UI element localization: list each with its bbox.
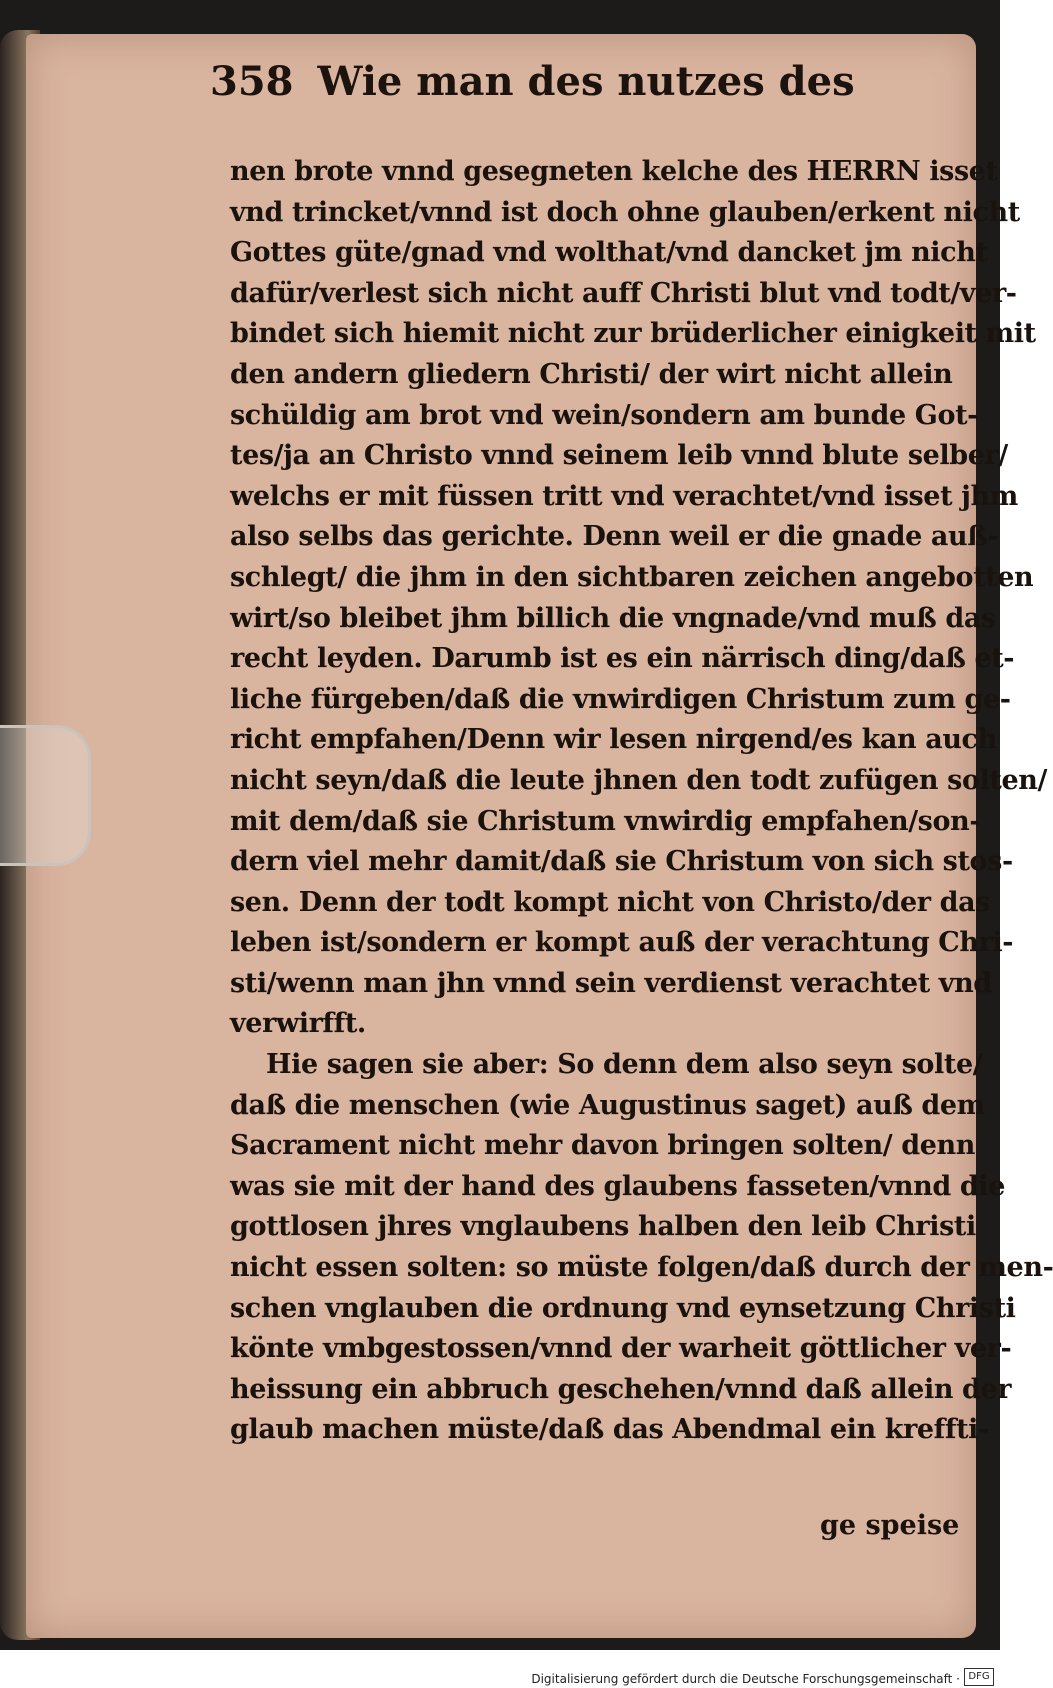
text-line: gottlosen jhres vnglaubens halben den leib Christi [230,1211,976,1243]
text-line: Hie sagen sie aber: So denn dem also seyn solte/ [266,1049,983,1081]
text-line: schüldig am brot vnd wein/sondern am bunde Got- [230,399,978,431]
text-line: liche fürgeben/daß die vnwirdigen Christum zum ge- [230,683,1011,715]
text-line: tes/ja an Christo vnnd seinem leib vnnd blute selber/ [230,440,1008,472]
text-line: nen brote vnnd gesegneten kelche des HERRN isset [230,156,998,187]
text-line: mit dem/daß sie Christum vnwirdig empfahen/son- [230,805,981,837]
text-line: daß die menschen (wie Augustinus saget) auß dem [230,1089,985,1121]
text-line: sti/wenn man jhn vnnd sein verdienst verachtet vnd [230,967,992,999]
text-line: leben ist/sondern er kompt auß der verachtung Chri- [230,927,1014,959]
running-title: Wie man des nutzes des [317,58,855,105]
text-line: dafür/verlest sich nicht auff Christi blut vnd todt/ver- [230,277,1017,309]
text-line: welchs er mit füssen tritt vnd verachtet/vnd isset jhm [230,480,1018,512]
text-line: verwirfft. [230,1008,366,1040]
text-line: dern viel mehr damit/daß sie Christum von sich stos- [230,846,1013,878]
page-text-block [230,152,1053,1451]
running-head [210,58,910,105]
text-line: nicht seyn/daß die leute jhnen den todt zufügen solten/ [230,764,1047,796]
text-line: nicht essen solten: so müste folgen/daß durch der men- [230,1252,1053,1284]
text-line: den andern gliedern Christi/ der wirt nicht allein [230,358,953,390]
text-line: richt empfahen/Denn wir lesen nirgend/es kan auch [230,724,997,756]
text-line: könte vmbgestossen/vnnd der warheit göttlicher ver- [230,1333,1012,1365]
text-line: bindet sich hiemit nicht zur brüderlicher einigkeit mit [230,318,1036,350]
text-line: wirt/so bleibet jhm billich die vngnade/vnd muß das [230,602,996,634]
text-line: Sacrament nicht mehr davon bringen solten/ denn [230,1130,975,1162]
text-line: recht leyden. Darumb ist es ein närrisch ding/daß et- [230,643,1015,675]
page-clip [0,725,91,866]
text-line: schen vnglauben die ordnung vnd eynsetzung Christi [230,1292,1016,1324]
text-line: glaub machen müste/daß das Abendmal ein kreffti- [230,1414,989,1446]
page-number: 358 [210,58,294,105]
digitization-credit: Digitalisierung gefördert durch die Deutsche Forschungsgemeinschaft · [531,1672,960,1686]
catchword: ge speise [820,1510,960,1541]
text-line: also selbs das gerichte. Denn weil er die gnade auß- [230,521,999,553]
text-line: Gottes güte/gnad vnd wolthat/vnd dancket jm nicht [230,237,988,269]
text-line: heissung ein abbruch geschehen/vnnd daß allein der [230,1373,1012,1405]
text-line: schlegt/ die jhm in den sichtbaren zeichen angebotten [230,561,1034,593]
text-line: sen. Denn der todt kompt nicht von Christo/der das [230,886,990,918]
dfg-logo: DFG [964,1668,994,1686]
text-line: vnd trincket/vnnd ist doch ohne glauben/erkent nicht [230,196,1020,228]
text-line: was sie mit der hand des glaubens fasseten/vnnd die [230,1170,1005,1202]
